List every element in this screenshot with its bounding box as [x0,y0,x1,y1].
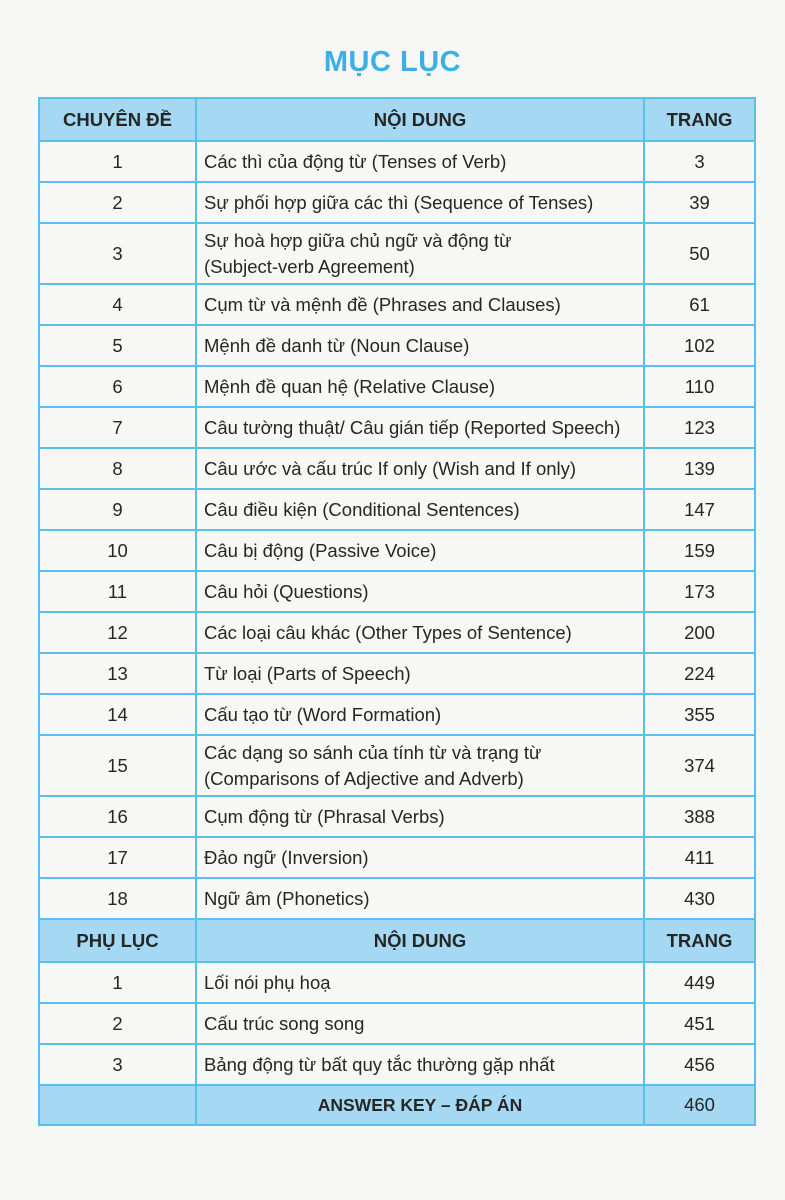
row-page: 159 [644,530,755,571]
toc-row [39,141,755,182]
row-page: 173 [644,571,755,612]
toc-row [39,962,755,1003]
toc-row [39,612,755,653]
row-page: 451 [644,1003,755,1044]
row-page: 147 [644,489,755,530]
row-number: 3 [39,1044,196,1085]
row-content [196,141,644,182]
row-content-line: Mệnh đề danh từ (Noun Clause) [204,334,470,356]
row-content-line: Sự phối hợp giữa các thì (Sequence of Tenses) [204,191,594,213]
row-content-line: Đảo ngữ (Inversion) [204,846,369,868]
row-content-line: Câu tường thuật/ Câu gián tiếp (Reported Speech) [204,416,621,438]
header-page: TRANG [644,98,755,141]
row-page: 139 [644,448,755,489]
header-page: TRANG [644,919,755,962]
row-page: 200 [644,612,755,653]
row-content-line: Các loại câu khác (Other Types of Sentence) [204,621,572,643]
header-appendix: PHỤ LỤC [39,919,196,962]
row-content [196,223,644,284]
row-number: 17 [39,837,196,878]
row-page: 224 [644,653,755,694]
table-of-contents [38,97,756,1126]
row-content-line: Sự hoà hợp giữa chủ ngữ và động từ [204,229,512,251]
row-page: 39 [644,182,755,223]
row-content-line: Cấu trúc song song [204,1012,365,1034]
row-content [196,182,644,223]
row-content-line: Câu hỏi (Questions) [204,580,369,602]
row-page: 50 [644,223,755,284]
toc-row [39,694,755,735]
row-content [196,407,644,448]
toc-row [39,653,755,694]
row-page: 102 [644,325,755,366]
row-content-line: Từ loại (Parts of Speech) [204,662,411,684]
row-number: 1 [39,141,196,182]
header-chapter: CHUYÊN ĐỀ [39,98,196,141]
row-content [196,284,644,325]
row-number: 3 [39,223,196,284]
row-content-line: Các thì của động từ (Tenses of Verb) [204,150,507,172]
row-page: 430 [644,878,755,919]
row-page: 388 [644,796,755,837]
row-content-line: Ngữ âm (Phonetics) [204,887,370,909]
row-number: 13 [39,653,196,694]
row-content [196,735,644,796]
row-content [196,653,644,694]
row-page: 355 [644,694,755,735]
row-number: 6 [39,366,196,407]
toc-row [39,837,755,878]
toc-row [39,182,755,223]
toc-row [39,489,755,530]
toc-row [39,325,755,366]
row-number: 16 [39,796,196,837]
row-content-line: Cấu tạo từ (Word Formation) [204,703,442,725]
row-content-line: Câu ước và cấu trúc If only (Wish and If only) [204,457,577,479]
row-content [196,837,644,878]
row-number: 4 [39,284,196,325]
toc-row [39,407,755,448]
row-content-line: Câu điều kiện (Conditional Sentences) [204,498,520,520]
appendix-header [39,919,755,962]
row-content-line: Cụm từ và mệnh đề (Phrases and Clauses) [204,293,561,315]
row-content [196,796,644,837]
row-number: 8 [39,448,196,489]
row-page: 61 [644,284,755,325]
row-content-line: Lối nói phụ hoạ [204,971,331,993]
row-number: 2 [39,1003,196,1044]
header-content: NỘI DUNG [196,98,644,141]
row-number: 15 [39,735,196,796]
row-page: 411 [644,837,755,878]
row-content [196,962,644,1003]
row-content-line: (Subject-verb Agreement) [204,255,415,277]
toc-row [39,530,755,571]
answer-key-row [39,1085,755,1125]
header-content: NỘI DUNG [196,919,644,962]
row-number: 12 [39,612,196,653]
answer-key-spacer [39,1085,196,1125]
row-content [196,694,644,735]
row-number: 9 [39,489,196,530]
row-content [196,448,644,489]
page-title: MỤC LỤC [323,46,462,78]
toc-row [39,735,755,796]
row-content-line: Bảng động từ bất quy tắc thường gặp nhất [204,1053,555,1075]
row-content [196,1003,644,1044]
row-content [196,489,644,530]
toc-row [39,448,755,489]
answer-key-label: ANSWER KEY – ĐÁP ÁN [196,1085,644,1125]
toc-row [39,366,755,407]
row-page: 449 [644,962,755,1003]
toc-row [39,1044,755,1085]
row-number: 5 [39,325,196,366]
row-content [196,325,644,366]
row-content [196,530,644,571]
row-page: 456 [644,1044,755,1085]
row-content-line: Các dạng so sánh của tính từ và trạng từ [204,741,542,763]
table-header [39,98,755,141]
answer-key-page: 460 [644,1085,755,1125]
row-page: 3 [644,141,755,182]
toc-row [39,223,755,284]
row-number: 10 [39,530,196,571]
toc-row [39,284,755,325]
row-page: 374 [644,735,755,796]
row-number: 18 [39,878,196,919]
row-content [196,878,644,919]
row-page: 110 [644,366,755,407]
row-content [196,366,644,407]
toc-row [39,878,755,919]
row-number: 2 [39,182,196,223]
row-content [196,1044,644,1085]
row-content-line: Câu bị động (Passive Voice) [204,539,437,561]
toc-row [39,796,755,837]
row-content [196,612,644,653]
row-content [196,571,644,612]
row-number: 1 [39,962,196,1003]
row-content-line: Mệnh đề quan hệ (Relative Clause) [204,375,496,397]
toc-row [39,1003,755,1044]
row-number: 14 [39,694,196,735]
row-number: 7 [39,407,196,448]
toc-row [39,571,755,612]
row-page: 123 [644,407,755,448]
row-content-line: Cụm động từ (Phrasal Verbs) [204,805,445,827]
row-number: 11 [39,571,196,612]
row-content-line: (Comparisons of Adjective and Adverb) [204,767,524,789]
